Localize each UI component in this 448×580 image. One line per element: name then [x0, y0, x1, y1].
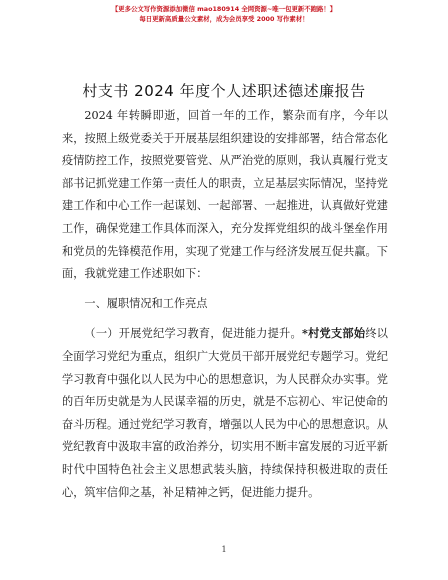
subsection-text-1: 终以全面学习党纪为重点，组织广大党员干部开展党纪专题学习。党纪学习教育中强化以人民为中心的思想意识，为人民群众办实事。党的百年历史就是为人民谋幸福的历史，就是不忘初心、牢记使命的奋斗历程。通过党纪学习教育，增强以人民为中心的思想意识。从党纪教育中汲取丰富的政治养分，切实用不断丰富发展的习近平新时代中国特色社会主义思想武装头脑，持续保持积极进取的责任心，筑牢信仰之基，补足精神之钙，促进能力提升。: [62, 327, 388, 499]
document-title: 村支书 2024 年度个人述职述德述廉报告: [82, 82, 366, 100]
subsection-heading-1: （一）开展党纪学习教育，促进能力提升。: [84, 327, 302, 341]
bold-emphasis: *村党支部始: [301, 326, 366, 341]
promo-banner: [0, 4, 448, 24]
document-body: [62, 105, 388, 504]
subsection-paragraph-1: [62, 322, 388, 504]
promo-banner-line1: 【更多公文写作资源添加微信 mao180914 全网资源~唯一包更新不跑路！】: [111, 5, 337, 13]
intro-paragraph: 2024 年转瞬即逝，回首一年的工作，繁杂而有序，今年以来，按照上级党委关于开展基层组织建设的安排部署，结合常态化疫情防控工作，按照党要管党、从严治党的原则，我认真履行党支部书记抓党建工作第一责任人的职责，立足基层实际情况，坚持党建工作和中心工作一起谋划、一起部署、一起推进，认真做好党建工作，确保党建工作具体而深入，充分发挥党组织的战斗堡垒作用和党员的先锋模范作用，实现了党建工作与经济发展互促共赢。下面，我就党建工作述职如下：: [62, 109, 388, 281]
section-heading-1: 一、履职情况和工作亮点: [84, 296, 208, 310]
page-number: 1: [221, 545, 227, 554]
promo-banner-line2: 每日更新高质量公文素材，成为会员享受 2000 写作素材！: [139, 15, 309, 23]
